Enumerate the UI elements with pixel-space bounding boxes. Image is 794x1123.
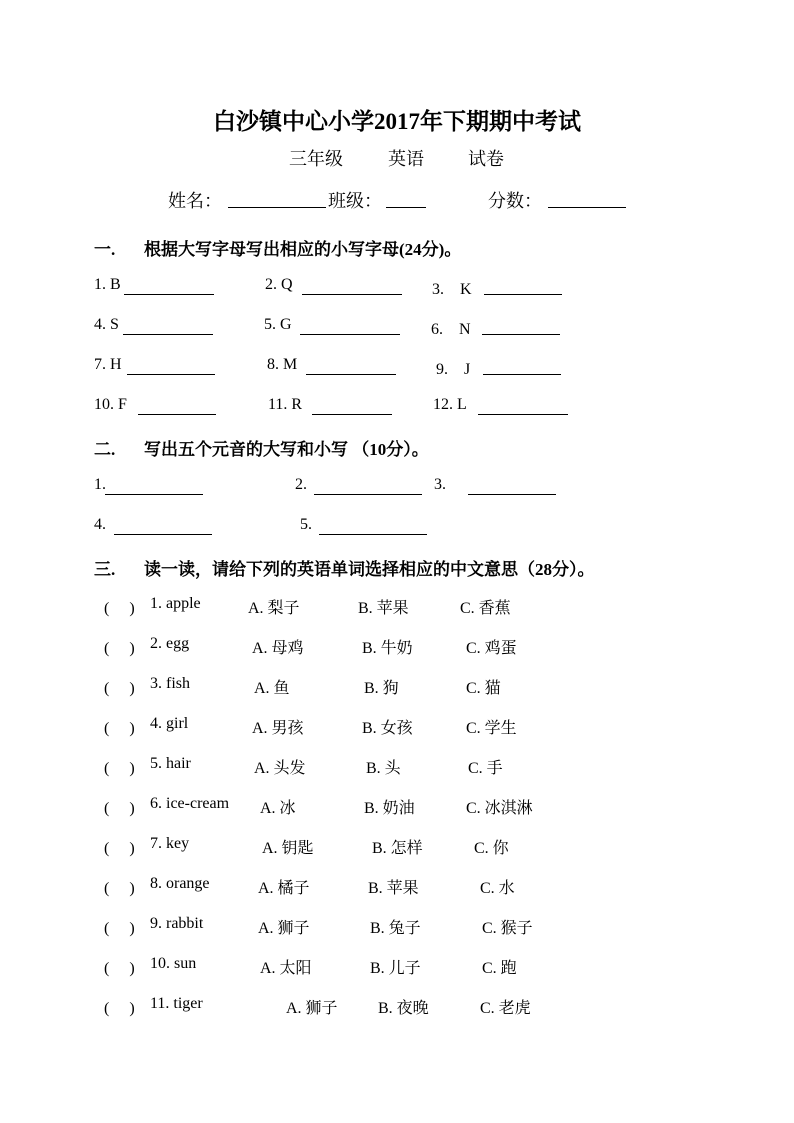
option-c: C. 跑 bbox=[482, 960, 517, 977]
question-word: 11. tiger bbox=[150, 995, 203, 1012]
vowel-item: 5. bbox=[300, 516, 312, 533]
vowel-item: 2. bbox=[295, 476, 307, 493]
answer-blank[interactable] bbox=[482, 318, 560, 335]
option-c: C. 你 bbox=[474, 840, 509, 857]
option-a: A. 男孩 bbox=[252, 720, 304, 737]
score-blank[interactable] bbox=[548, 191, 626, 208]
section2-heading bbox=[94, 435, 429, 460]
letter-item: 2. Q bbox=[265, 276, 293, 293]
grade-label: 三年级 bbox=[289, 149, 343, 169]
answer-paren[interactable]: ( ) bbox=[104, 840, 135, 857]
letter-item: 3. K bbox=[432, 281, 472, 298]
option-b: B. 狗 bbox=[364, 680, 399, 697]
option-b: B. 怎样 bbox=[372, 840, 423, 857]
vowel-item: 3. bbox=[434, 476, 446, 493]
section1-number: 一. bbox=[94, 240, 116, 259]
answer-blank[interactable] bbox=[484, 278, 562, 295]
section1-heading bbox=[94, 235, 461, 260]
option-c: C. 猴子 bbox=[482, 920, 533, 937]
question-word: 7. key bbox=[150, 835, 190, 852]
letter-item: 4. S bbox=[94, 316, 119, 333]
option-a: A. 太阳 bbox=[260, 960, 312, 977]
letter-item: 5. G bbox=[264, 316, 292, 333]
section1-text: 根据大写字母写出相应的小写字母(24分)。 bbox=[144, 240, 462, 259]
answer-blank[interactable] bbox=[138, 398, 216, 415]
letter-item: 7. H bbox=[94, 356, 122, 373]
letter-item: 8. M bbox=[267, 356, 298, 373]
option-a: A. 头发 bbox=[254, 760, 306, 777]
option-c: C. 香蕉 bbox=[460, 600, 511, 617]
class-blank[interactable] bbox=[386, 191, 426, 208]
letter-item: 11. R bbox=[268, 396, 303, 413]
option-c: C. 手 bbox=[468, 760, 503, 777]
section3-heading bbox=[94, 555, 595, 580]
letter-item: 9. J bbox=[436, 361, 471, 378]
letter-item: 6. N bbox=[431, 321, 471, 338]
question-word: 4. girl bbox=[150, 715, 189, 732]
answer-paren[interactable]: ( ) bbox=[104, 720, 135, 737]
answer-blank[interactable] bbox=[105, 478, 203, 495]
answer-paren[interactable]: ( ) bbox=[104, 800, 135, 817]
option-b: B. 兔子 bbox=[370, 920, 421, 937]
class-label: 班级： bbox=[328, 191, 382, 211]
answer-paren[interactable]: ( ) bbox=[104, 1000, 135, 1017]
option-c: C. 老虎 bbox=[480, 1000, 531, 1017]
answer-blank[interactable] bbox=[300, 318, 400, 335]
paper-label: 试卷 bbox=[468, 149, 504, 169]
answer-paren[interactable]: ( ) bbox=[104, 640, 135, 657]
question-word: 1. apple bbox=[150, 595, 201, 612]
answer-paren[interactable]: ( ) bbox=[104, 880, 135, 897]
answer-blank[interactable] bbox=[114, 518, 212, 535]
exam-title: 白沙镇中心小学2017年下期期中考试 bbox=[213, 109, 581, 134]
option-a: A. 狮子 bbox=[258, 920, 310, 937]
option-b: B. 头 bbox=[366, 760, 401, 777]
section2-number: 二. bbox=[94, 440, 116, 459]
answer-blank[interactable] bbox=[124, 278, 214, 295]
answer-paren[interactable]: ( ) bbox=[104, 600, 135, 617]
option-a: A. 狮子 bbox=[286, 1000, 338, 1017]
answer-paren[interactable]: ( ) bbox=[104, 760, 135, 777]
letter-item: 10. F bbox=[94, 396, 127, 413]
name-blank[interactable] bbox=[228, 191, 326, 208]
answer-blank[interactable] bbox=[468, 478, 556, 495]
option-a: A. 冰 bbox=[260, 800, 296, 817]
question-word: 6. ice-cream bbox=[150, 795, 230, 812]
answer-blank[interactable] bbox=[312, 398, 392, 415]
answer-paren[interactable]: ( ) bbox=[104, 960, 135, 977]
vowel-item: 4. bbox=[94, 516, 106, 533]
score-label: 分数： bbox=[488, 191, 542, 211]
option-c: C. 猫 bbox=[466, 680, 501, 697]
answer-blank[interactable] bbox=[314, 478, 422, 495]
answer-blank[interactable] bbox=[123, 318, 213, 335]
option-b: B. 儿子 bbox=[370, 960, 421, 977]
answer-blank[interactable] bbox=[302, 278, 402, 295]
option-c: C. 冰淇淋 bbox=[466, 800, 533, 817]
answer-blank[interactable] bbox=[306, 358, 396, 375]
question-word: 8. orange bbox=[150, 875, 210, 892]
answer-blank[interactable] bbox=[483, 358, 561, 375]
option-a: A. 橘子 bbox=[258, 880, 310, 897]
option-a: A. 母鸡 bbox=[252, 640, 304, 657]
letter-item: 1. B bbox=[94, 276, 121, 293]
answer-blank[interactable] bbox=[319, 518, 427, 535]
option-b: B. 夜晚 bbox=[378, 1000, 429, 1017]
option-a: A. 梨子 bbox=[248, 600, 300, 617]
answer-blank[interactable] bbox=[478, 398, 568, 415]
option-c: C. 学生 bbox=[466, 720, 517, 737]
option-a: A. 鱼 bbox=[254, 680, 290, 697]
option-c: C. 水 bbox=[480, 880, 515, 897]
answer-paren[interactable]: ( ) bbox=[104, 920, 135, 937]
answer-paren[interactable]: ( ) bbox=[104, 680, 135, 697]
section3-text: 读一读，请给下列的英语单词选择相应的中文意思（28分）。 bbox=[144, 560, 595, 579]
name-label: 姓名： bbox=[168, 191, 222, 211]
question-word: 5. hair bbox=[150, 755, 191, 772]
option-b: B. 苹果 bbox=[358, 600, 409, 617]
option-b: B. 女孩 bbox=[362, 720, 413, 737]
question-word: 2. egg bbox=[150, 635, 190, 652]
question-word: 3. fish bbox=[150, 675, 190, 692]
question-word: 9. rabbit bbox=[150, 915, 204, 932]
section2-text: 写出五个元音的大写和小写 （10分）。 bbox=[144, 440, 429, 459]
vowel-item: 1. bbox=[94, 476, 106, 493]
letter-item: 12. L bbox=[433, 396, 467, 413]
option-b: B. 苹果 bbox=[368, 880, 419, 897]
section3-number: 三. bbox=[94, 560, 116, 579]
option-a: A. 钥匙 bbox=[262, 840, 314, 857]
option-c: C. 鸡蛋 bbox=[466, 640, 517, 657]
answer-blank[interactable] bbox=[127, 358, 215, 375]
option-b: B. 奶油 bbox=[364, 800, 415, 817]
question-word: 10. sun bbox=[150, 955, 197, 972]
option-b: B. 牛奶 bbox=[362, 640, 413, 657]
subject-label: 英语 bbox=[388, 149, 424, 169]
